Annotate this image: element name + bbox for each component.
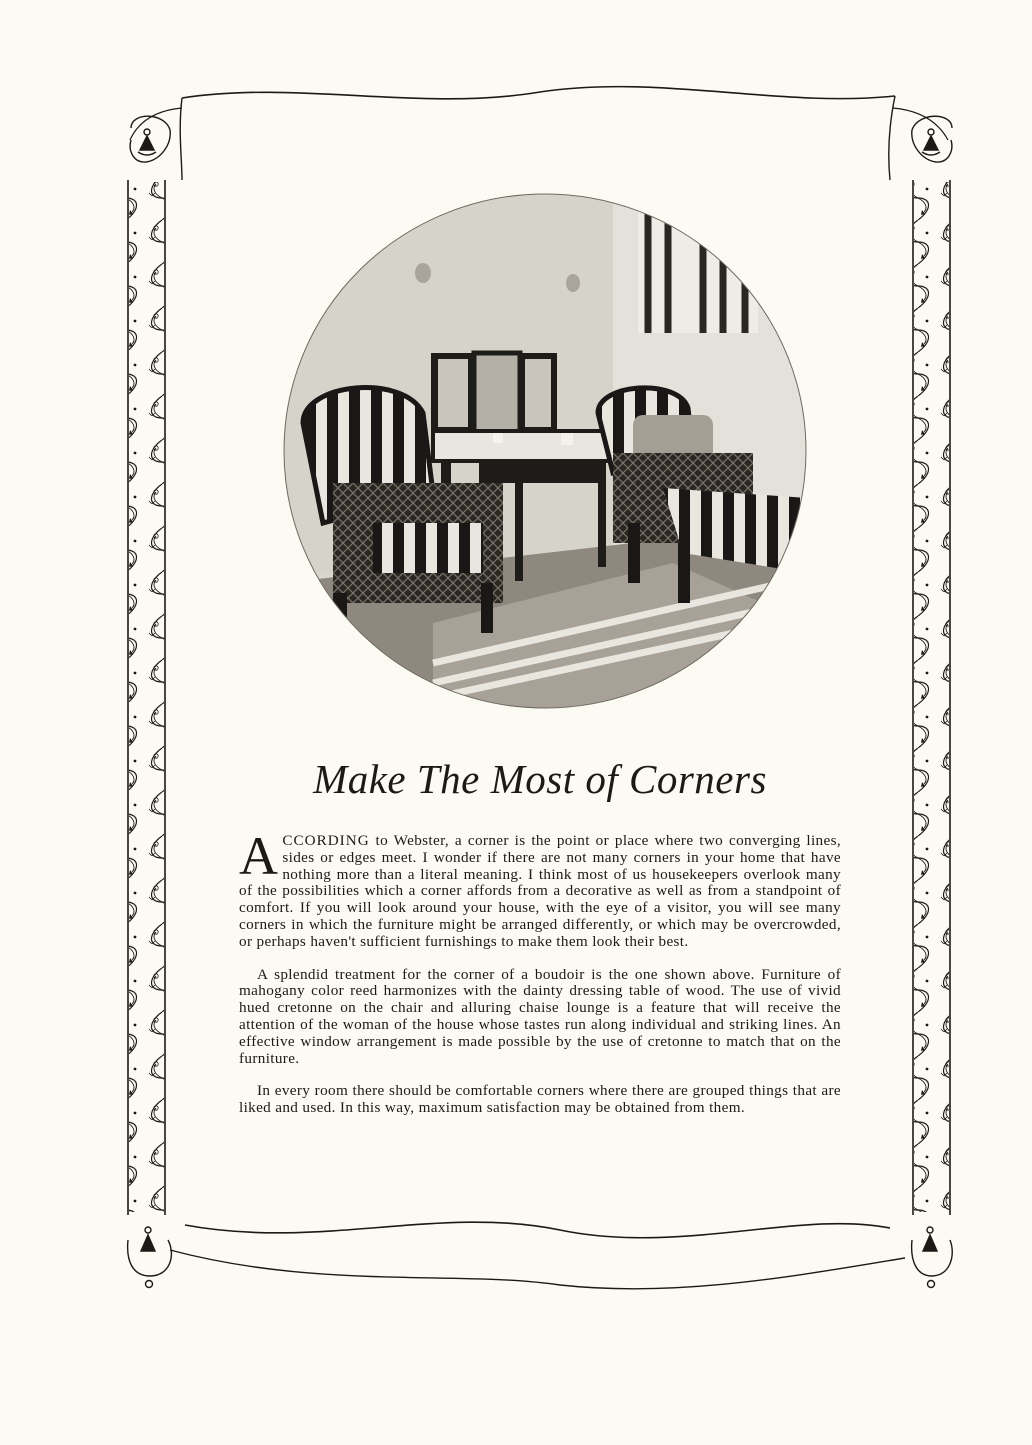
- top-scroll: [182, 87, 895, 99]
- corner-ornament-top-left: [130, 116, 170, 162]
- article-body: [239, 826, 841, 1133]
- corner-ornament-bottom-right: [912, 1227, 953, 1288]
- drop-cap: A: [239, 826, 279, 886]
- bottom-scroll: [185, 1222, 890, 1238]
- corner-ornament-bottom-left: [128, 1227, 172, 1288]
- left-border-column: [128, 180, 165, 1215]
- paragraph-2: A splendid treatment for the corner of a boudoir is the one shown above. Furniture of mahogany color reed harmonizes with the dainty dressing table of wood. The use of vivid hued cretonne on the chair and alluring chaise lounge is a feature that will receive the attention of the woman of the house whose tastes run along individual and striking lines. An effective window arrangement is made possible by the use of cretonne to match that on the furniture.: [239, 965, 841, 1067]
- boudoir-corner-photo: [283, 193, 807, 709]
- corner-ornament-top-right: [912, 116, 952, 162]
- paragraph-3: In every room there should be comfortable corners where there are grouped things that are liked and used. In this way, maximum satisfaction may be obtained from them.: [239, 1082, 841, 1117]
- paragraph-1: [239, 826, 841, 951]
- lead-word: CCORDING: [282, 832, 370, 849]
- right-border-column: [913, 180, 950, 1215]
- page-title: Make The Most of Corners: [313, 756, 767, 802]
- paragraph-1-text: to Webster, a corner is the point or place where two converging lines, sides or edges meet. I wonder if there are not many corners in your home that have nothing more than a literal meaning. I think most of us housekeepers overlook many of the possibilities which a corner affords from a decorative as well as from a standpoint of comfort. If you will look around your house, with the eye of a visitor, you will see many corners in which the furniture might be arranged differently, or which may be overcrowded, or perhaps haven't sufficient furnishings to make them look their best.: [239, 832, 841, 950]
